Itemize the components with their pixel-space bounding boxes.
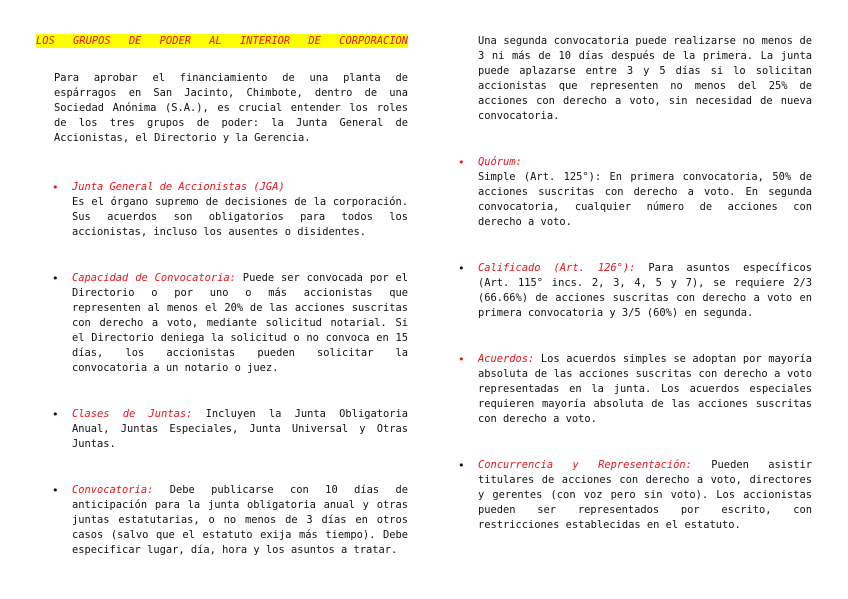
left-column	[36, 34, 408, 558]
document-title: LOS GRUPOS DE PODER AL INTERIOR DE CORPORACION	[36, 35, 408, 47]
bullet-icon: •	[52, 484, 59, 497]
item-text: Incluyen la Junta Obligatoria Anual, Juntas Especiales, Junta Universal y Otras Juntas.	[72, 408, 408, 450]
item-text: Los acuerdos simples se adoptan por mayoría absoluta de las acciones suscritas con derecho a voto representadas en la junta. Los acuerdos especiales requieren mayoría absoluta de las acciones suscritas con derecho a voto.	[478, 353, 812, 425]
item-term: Concurrencia y Representación:	[478, 459, 692, 471]
list-item-jga	[36, 180, 408, 240]
list-item-clases	[36, 407, 408, 452]
intro-paragraph: Para aprobar el financiamiento de una planta de espárragos en San Jacinto, Chimbote, dentro de una Sociedad Anónima (S.A.), es crucial entender los roles de los tres grupos de poder: la Junta General de Accionistas, el Directorio y la Gerencia.	[54, 72, 408, 144]
bullet-icon: •	[52, 408, 59, 421]
item-text: Debe publicarse con 10 días de anticipación para la junta obligatoria anual y otras juntas estatutarias, o no menos de 3 días en otros casos (salvo que el estatuto exija más tiempo). Debe especificar lugar, día, hora y los asuntos a tratar.	[72, 484, 408, 556]
list-item-convocatoria	[36, 483, 408, 558]
item-text: Para asuntos específicos (Art. 115° incs. 2, 3, 4, 5 y 7), se requiere 2/3 (66.66%) de acciones suscritas con derecho a voto en primera convocatoria y 3/5 (60%) en segunda.	[478, 262, 812, 319]
bullet-icon: •	[458, 156, 465, 169]
item-term: Acuerdos:	[478, 353, 535, 365]
item-term: Quórum:	[478, 156, 522, 168]
bullet-icon: •	[458, 262, 465, 275]
list-item-concurrencia	[458, 458, 812, 533]
item-text: Simple (Art. 125°): En primera convocatoria, 50% de acciones suscritas con derecho a voto. En segunda convocatoria, cualquier número de acciones con derecho a voto.	[478, 171, 812, 228]
item-term: Convocatoria:	[72, 484, 154, 496]
bullet-icon: •	[52, 181, 59, 194]
list-item-calificado	[458, 261, 812, 321]
list-item-quorum	[458, 155, 812, 230]
item-term: Calificado (Art. 126°):	[478, 262, 636, 274]
right-column	[458, 34, 812, 533]
right-paragraph: Una segunda convocatoria puede realizarse no menos de 3 ni más de 10 días después de la primera. La junta puede aplazarse entre 3 y 5 días si lo solicitan accionistas que representen no menos del 25% de acciones con derecho a voto, sin necesidad de nueva convocatoria.	[478, 35, 812, 122]
bullet-icon: •	[458, 459, 465, 472]
item-text: Pueden asistir titulares de acciones con derecho a voto, directores y gerentes (con voz pero sin voto). Los accionistas pueden ser representados por escrito, con restricciones establecidas en el estatuto.	[478, 459, 812, 531]
item-text: Es el órgano supremo de decisiones de la corporación. Sus acuerdos son obligatorios para todos los accionistas, incluso los ausentes o disidentes.	[72, 196, 408, 238]
list-item-acuerdos	[458, 352, 812, 427]
item-term: Junta General de Accionistas (JGA)	[72, 181, 285, 193]
item-term: Clases de Juntas:	[72, 408, 193, 420]
bullet-icon: •	[458, 353, 465, 366]
left-bullet-list	[36, 180, 408, 558]
right-bullet-list	[458, 155, 812, 533]
item-term: Capacidad de Convocatoria:	[72, 272, 236, 284]
list-item-capacidad	[36, 271, 408, 376]
item-text: Puede ser convocada por el Directorio o por uno o más accionistas que representen al menos el 20% de las acciones suscritas con derecho a voto, mediante solicitud notarial. Si el Directorio deniega la solicitud o no convoca en 15 días, los accionistas pueden solicitar la convocatoria a un notario o juez.	[72, 272, 408, 374]
bullet-icon: •	[52, 272, 59, 285]
